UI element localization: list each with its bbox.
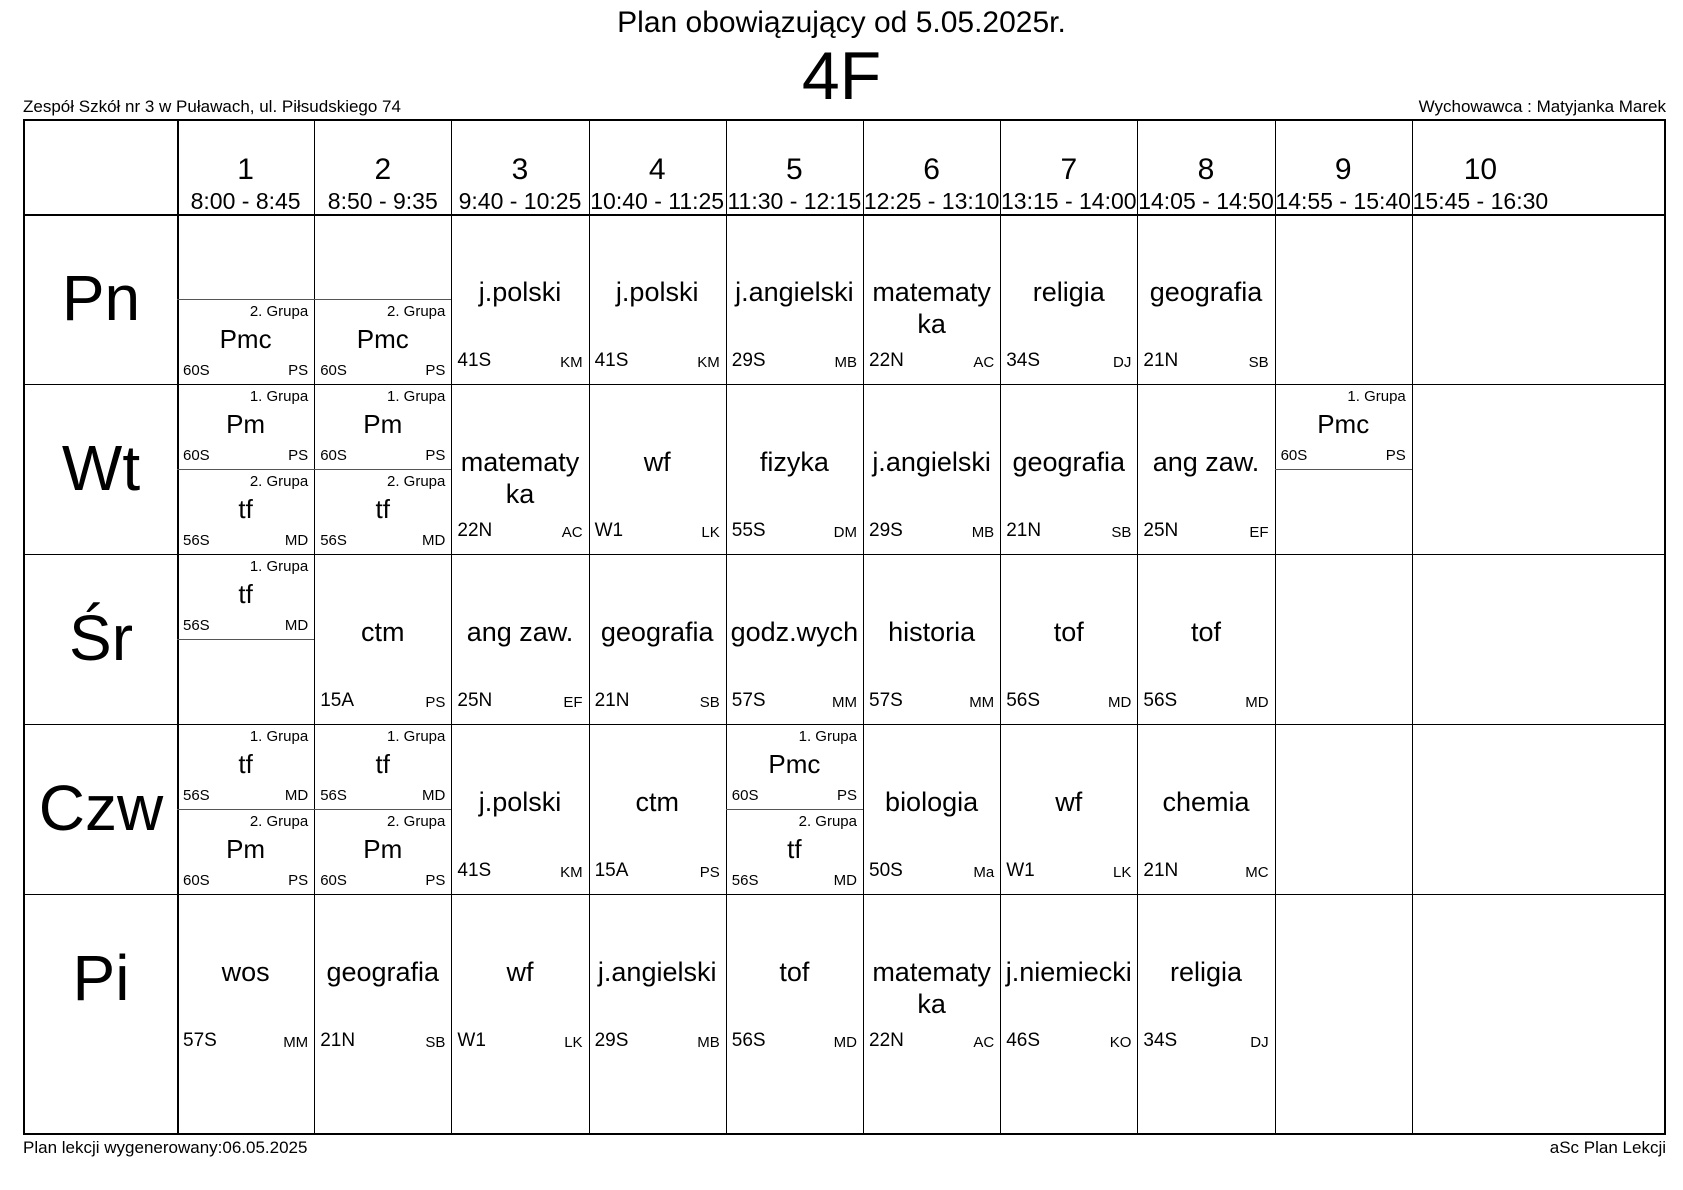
lesson-cell [1000, 554, 1137, 724]
lesson-subject: tof [1053, 617, 1084, 647]
lesson-teacher: AC [561, 524, 583, 541]
lesson-room: 56S [183, 532, 210, 549]
period-time: 10:40 - 11:25 [590, 188, 725, 214]
lesson-room: 21N [594, 690, 630, 711]
period-header [726, 121, 863, 222]
lesson-teacher: AC [973, 354, 995, 371]
lesson-room: W1 [457, 1030, 486, 1051]
lesson-cell [863, 894, 1000, 1064]
group-divider [177, 809, 314, 810]
group-label: 1. Grupa [249, 728, 309, 745]
period-number: 9 [1334, 153, 1352, 186]
lesson-room: W1 [1006, 860, 1035, 881]
lesson-cell [177, 894, 314, 1064]
lesson-teacher: SB [425, 1034, 446, 1051]
period-time: 8:50 - 9:35 [327, 188, 438, 214]
lesson-cell [1137, 214, 1274, 384]
lesson-subject: Pmc [219, 324, 272, 354]
lesson-cell [451, 214, 588, 384]
group-divider [314, 809, 451, 810]
group-label: 2. Grupa [249, 303, 309, 320]
period-number: 4 [648, 153, 666, 186]
lesson-room: 60S [731, 787, 759, 804]
lesson-cell [1000, 384, 1137, 554]
lesson-teacher: Ma [973, 864, 995, 881]
period-time: 15:45 - 16:30 [1412, 188, 1549, 214]
lesson-teacher: PS [425, 872, 446, 889]
lesson-cell [589, 894, 726, 1064]
group-divider [177, 469, 314, 470]
lesson-room: 21N [1143, 350, 1179, 371]
generated-date: Plan lekcji wygenerowany:06.05.2025 [23, 1138, 308, 1157]
lesson-subject: tf [238, 494, 253, 524]
lesson-teacher: LK [701, 524, 720, 541]
lesson-room: 57S [183, 1030, 217, 1051]
period-header [1137, 121, 1274, 222]
class-teacher: Wychowawca : Matyjanka Marek [1418, 97, 1666, 116]
lesson-subject: wf [506, 957, 534, 987]
lesson-subject: religia [1032, 277, 1105, 307]
lesson-cell [451, 894, 588, 1064]
lesson-subject: ctm [361, 617, 405, 647]
lesson-subject: ctm [635, 787, 679, 817]
lesson-cell [1137, 894, 1274, 1064]
period-time: 14:05 - 14:50 [1138, 188, 1274, 214]
lesson-teacher: MB [834, 354, 857, 371]
lesson-teacher: PS [288, 362, 309, 379]
period-number: 2 [374, 153, 392, 186]
lesson-subject: tof [1190, 617, 1221, 647]
lesson-cell [314, 384, 451, 554]
lesson-cell [451, 724, 588, 894]
period-number: 1 [237, 153, 254, 186]
lesson-teacher: MM [283, 1034, 309, 1051]
lesson-teacher: EF [1249, 524, 1269, 541]
lesson-cell [451, 384, 588, 554]
lesson-subject: j.polski [478, 787, 562, 817]
period-time: 12:25 - 13:10 [863, 188, 1000, 214]
lesson-subject: Pmc [768, 749, 821, 779]
lesson-cell [863, 384, 1000, 554]
lesson-subject: wos [221, 957, 270, 987]
class-name: 4F [801, 38, 882, 114]
lesson-teacher: SB [1248, 354, 1269, 371]
period-time: 11:30 - 12:15 [727, 188, 862, 214]
lesson-room: 41S [594, 350, 629, 371]
lesson-cell [863, 214, 1000, 384]
period-header [177, 121, 314, 222]
day-label: Pi [72, 942, 130, 1014]
lesson-room: 21N [1006, 520, 1042, 541]
lesson-subject: matematyka [872, 957, 991, 1019]
period-time: 14:55 - 15:40 [1275, 188, 1411, 214]
lesson-cell [1000, 724, 1137, 894]
period-time: 9:40 - 10:25 [458, 188, 582, 214]
lesson-room: 22N [457, 520, 493, 541]
lesson-teacher: MM [969, 694, 995, 711]
lesson-cell [726, 384, 863, 554]
lesson-cell [1275, 214, 1412, 384]
lesson-room: 15A [594, 860, 629, 881]
lesson-subject: wf [1055, 787, 1083, 817]
group-label: 1. Grupa [798, 728, 857, 745]
lesson-room: 60S [320, 362, 347, 379]
lesson-teacher: PS [288, 872, 309, 889]
group-label: 1. Grupa [1347, 388, 1406, 405]
lesson-subject: matematyka [460, 447, 580, 509]
group-divider [1275, 469, 1412, 470]
lesson-subject: j.polski [615, 277, 699, 307]
lesson-teacher: SB [1111, 524, 1132, 541]
lesson-room: 55S [731, 520, 766, 541]
lesson-subject: fizyka [759, 447, 829, 477]
lesson-cell [1137, 724, 1274, 894]
period-header [1275, 121, 1412, 222]
lesson-room: 34S [1143, 1030, 1178, 1051]
group-label: 2. Grupa [387, 473, 446, 490]
period-header [1412, 121, 1549, 222]
lesson-teacher: LK [1113, 864, 1132, 881]
period-number: 6 [923, 153, 940, 186]
group-label: 2. Grupa [798, 813, 857, 830]
lesson-subject: biologia [885, 787, 979, 817]
lesson-room: 60S [183, 447, 210, 464]
day-label: Pn [61, 262, 141, 334]
period-header [589, 121, 726, 222]
lesson-cell [314, 554, 451, 724]
lesson-teacher: MD [833, 872, 857, 889]
lesson-cell [1412, 724, 1549, 894]
lesson-room: 50S [869, 860, 903, 881]
lesson-room: 25N [457, 690, 493, 711]
period-time: 13:15 - 14:00 [1001, 188, 1137, 214]
lesson-teacher: MD [284, 617, 309, 634]
lesson-cell [1000, 894, 1137, 1064]
lesson-teacher: MD [833, 1034, 857, 1051]
lesson-cell [1412, 554, 1549, 724]
period-number: 5 [786, 153, 803, 186]
lesson-teacher: PS [425, 362, 446, 379]
lesson-room: 60S [320, 447, 347, 464]
lesson-room: 56S [1006, 690, 1040, 711]
lesson-cell [726, 554, 863, 724]
period-number: 7 [1060, 153, 1078, 186]
lesson-cell [314, 214, 451, 384]
lesson-cell [451, 554, 588, 724]
period-number: 8 [1197, 153, 1215, 186]
lesson-room: 22N [869, 350, 904, 371]
lesson-subject: tf [787, 834, 802, 864]
lesson-cell [589, 214, 726, 384]
lesson-subject: j.polski [478, 277, 562, 307]
group-label: 2. Grupa [249, 813, 309, 830]
lesson-cell [177, 554, 314, 724]
lesson-teacher: DJ [1250, 1034, 1269, 1051]
lesson-teacher: MB [971, 524, 995, 541]
lesson-room: 41S [457, 860, 492, 881]
day-label: Śr [69, 602, 133, 674]
school-name: Zespół Szkół nr 3 w Puławach, ul. Piłsudskiego 74 [23, 97, 401, 116]
lesson-cell [314, 724, 451, 894]
lesson-room: 56S [320, 787, 347, 804]
lesson-subject: j.angielski [597, 957, 717, 987]
lesson-subject: geografia [1012, 447, 1126, 477]
lesson-subject: j.angielski [872, 447, 991, 477]
lesson-room: 57S [731, 690, 766, 711]
lesson-cell [863, 724, 1000, 894]
lesson-room: 21N [1143, 860, 1179, 881]
lesson-teacher: KM [697, 354, 720, 371]
period-number: 10 [1463, 153, 1498, 186]
lesson-room: 56S [320, 532, 347, 549]
lesson-subject: religia [1169, 957, 1242, 987]
lesson-teacher: PS [699, 864, 720, 881]
lesson-room: 46S [1006, 1030, 1040, 1051]
lesson-subject: Pm [226, 409, 266, 439]
lesson-room: 29S [594, 1030, 629, 1051]
lesson-cell [589, 554, 726, 724]
group-divider [726, 809, 863, 810]
lesson-subject: historia [888, 617, 976, 647]
lesson-subject: tf [238, 579, 253, 609]
lesson-cell [1275, 724, 1412, 894]
lesson-subject: j.niemiecki [1005, 957, 1132, 987]
lesson-room: 29S [731, 350, 766, 371]
lesson-subject: wf [643, 447, 671, 477]
group-label: 2. Grupa [387, 303, 446, 320]
lesson-teacher: EF [563, 694, 583, 711]
period-header [863, 121, 1000, 222]
lesson-teacher: KO [1109, 1034, 1132, 1051]
lesson-subject: Pm [226, 834, 266, 864]
lesson-teacher: DM [833, 524, 857, 541]
lesson-subject: Pmc [1317, 409, 1370, 439]
group-divider [314, 469, 451, 470]
lesson-teacher: MB [697, 1034, 720, 1051]
plan-title: Plan obowiązujący od 5.05.2025r. [617, 6, 1066, 39]
period-header [451, 121, 588, 222]
lesson-subject: tf [238, 749, 253, 779]
lesson-teacher: MD [284, 532, 309, 549]
lesson-subject: Pm [363, 409, 403, 439]
lesson-subject: j.angielski [735, 277, 854, 307]
period-time: 8:00 - 8:45 [190, 188, 301, 214]
lesson-teacher: MD [1108, 694, 1132, 711]
lesson-teacher: MM [831, 694, 857, 711]
lesson-cell [863, 554, 1000, 724]
lesson-subject: Pmc [356, 324, 409, 354]
lesson-teacher: KM [560, 864, 583, 881]
lesson-cell [1412, 214, 1549, 384]
lesson-cell [1275, 384, 1412, 554]
timetable-grid [23, 119, 1666, 1135]
lesson-teacher: MC [1245, 864, 1269, 881]
lesson-subject: tf [375, 494, 390, 524]
group-label: 2. Grupa [249, 473, 309, 490]
lesson-cell [726, 894, 863, 1064]
lesson-room: 41S [457, 350, 492, 371]
lesson-cell [726, 214, 863, 384]
lesson-cell [726, 724, 863, 894]
lesson-cell [1275, 894, 1412, 1064]
lesson-teacher: PS [425, 447, 446, 464]
lesson-subject: tof [779, 957, 810, 987]
lesson-room: 56S [731, 1030, 766, 1051]
lesson-cell [1412, 894, 1549, 1064]
lesson-teacher: MD [422, 532, 446, 549]
day-label: Wt [61, 432, 141, 504]
group-label: 1. Grupa [387, 388, 446, 405]
lesson-room: 56S [1143, 690, 1178, 711]
group-divider [177, 299, 314, 300]
lesson-cell [177, 384, 314, 554]
group-label: 1. Grupa [387, 728, 446, 745]
lesson-teacher: SB [699, 694, 720, 711]
period-number: 3 [511, 153, 529, 186]
lesson-cell [177, 214, 314, 384]
lesson-room: 57S [869, 690, 903, 711]
lesson-room: 60S [1280, 447, 1308, 464]
lesson-subject: geografia [1149, 277, 1263, 307]
lesson-subject: geografia [600, 617, 714, 647]
lesson-subject: godz.wych [730, 617, 859, 647]
lesson-cell [1000, 214, 1137, 384]
software-brand: aSc Plan Lekcji [1549, 1138, 1666, 1157]
lesson-room: 60S [183, 362, 210, 379]
period-header [1000, 121, 1137, 222]
lesson-teacher: MD [284, 787, 309, 804]
group-divider [314, 299, 451, 300]
period-header [314, 121, 451, 222]
lesson-teacher: KM [560, 354, 583, 371]
group-label: 1. Grupa [249, 388, 309, 405]
lesson-subject: Pm [363, 834, 403, 864]
lesson-room: 25N [1143, 520, 1179, 541]
group-label: 1. Grupa [249, 558, 309, 575]
day-label: Czw [38, 772, 164, 844]
lesson-subject: chemia [1162, 787, 1250, 817]
lesson-cell [1275, 554, 1412, 724]
lesson-teacher: PS [425, 694, 446, 711]
lesson-teacher: PS [288, 447, 309, 464]
lesson-room: 60S [320, 872, 347, 889]
lesson-subject: ang zaw. [466, 617, 574, 647]
lesson-room: 22N [869, 1030, 904, 1051]
lesson-room: 15A [320, 690, 354, 711]
lesson-teacher: DJ [1113, 354, 1132, 371]
lesson-subject: tf [375, 749, 390, 779]
lesson-cell [1137, 554, 1274, 724]
lesson-room: 29S [869, 520, 903, 541]
lesson-subject: geografia [326, 957, 440, 987]
lesson-teacher: LK [564, 1034, 583, 1051]
lesson-cell [314, 894, 451, 1064]
lesson-room: 34S [1006, 350, 1040, 371]
lesson-cell [1412, 384, 1549, 554]
lesson-room: 56S [731, 872, 759, 889]
lesson-teacher: MD [422, 787, 446, 804]
lesson-cell [177, 724, 314, 894]
lesson-teacher: AC [973, 1034, 995, 1051]
lesson-teacher: PS [836, 787, 857, 804]
lesson-subject: ang zaw. [1152, 447, 1260, 477]
lesson-teacher: PS [1385, 447, 1406, 464]
lesson-room: W1 [594, 520, 624, 541]
lesson-room: 56S [183, 617, 210, 634]
lesson-cell [589, 384, 726, 554]
lesson-subject: matematyka [872, 277, 991, 339]
lesson-room: 60S [183, 872, 210, 889]
lesson-room: 21N [320, 1030, 356, 1051]
lesson-cell [1137, 384, 1274, 554]
lesson-cell [589, 724, 726, 894]
lesson-teacher: MD [1245, 694, 1269, 711]
lesson-room: 56S [183, 787, 210, 804]
group-label: 2. Grupa [387, 813, 446, 830]
group-divider [177, 639, 314, 640]
